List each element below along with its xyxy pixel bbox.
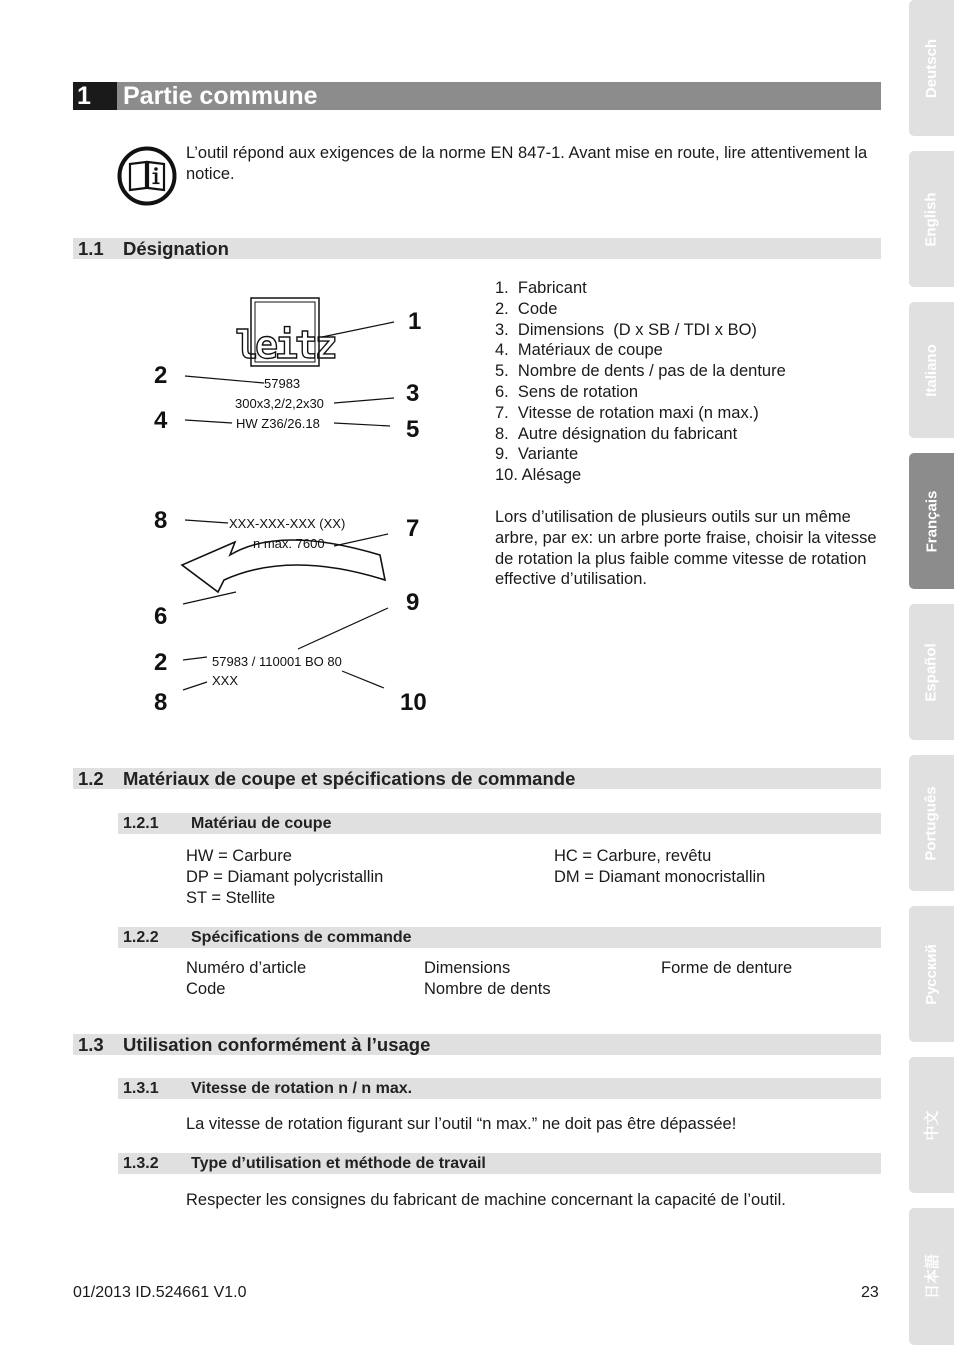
svg-text:HW Z36/26.18: HW Z36/26.18 xyxy=(236,416,320,431)
list-item: 6. Sens de rotation xyxy=(495,382,639,401)
order-spec-col-3 xyxy=(661,958,792,979)
list-item: 2. Code xyxy=(495,299,558,318)
svg-text:7: 7 xyxy=(406,515,420,542)
order-spec-col-2 xyxy=(424,958,551,1000)
read-manual-icon xyxy=(117,146,177,206)
svg-text:leitz: leitz xyxy=(235,323,335,367)
tab-label: Français xyxy=(923,490,941,552)
page-number: 23 xyxy=(861,1284,879,1301)
svg-text:57983: 57983 xyxy=(264,376,301,391)
list-item: 1. Fabricant xyxy=(495,279,587,297)
subsection-title: Matériaux de coupe et spécifications de commande xyxy=(123,768,576,789)
list-item: 3. Dimensions (D x SB / TDI x BO) xyxy=(495,320,757,339)
material-item: DM = Diamant monocristallin xyxy=(554,867,766,886)
leitz-logo xyxy=(235,298,336,367)
tab-label: Español xyxy=(923,642,941,702)
subsection-heading xyxy=(73,768,881,789)
subsection-number: 1.1 xyxy=(78,238,104,259)
order-spec-item: Dimensions xyxy=(424,959,511,977)
tab-label: Italiano xyxy=(923,343,941,397)
sub-subsection-title: Spécifications de commande xyxy=(191,929,412,946)
tab-japanese[interactable] xyxy=(909,1208,954,1345)
order-spec-col-1 xyxy=(186,958,306,1000)
tab-chinese[interactable] xyxy=(909,1057,954,1193)
svg-text:8: 8 xyxy=(154,507,168,534)
tab-russian[interactable] xyxy=(909,906,954,1042)
section-number: 1 xyxy=(73,82,117,110)
svg-text:5: 5 xyxy=(406,416,420,443)
sub-subsection-number: 1.2.1 xyxy=(123,815,159,832)
list-item: 7. Vitesse de rotation maxi (n max.) xyxy=(495,403,759,422)
sub-subsection-heading xyxy=(118,927,881,948)
tool-marking-figure xyxy=(140,280,440,720)
subsection-title: Désignation xyxy=(123,238,229,259)
order-spec-item: Numéro d’article xyxy=(186,959,307,977)
tab-portugues[interactable] xyxy=(909,755,954,891)
tab-espanol[interactable] xyxy=(909,604,954,740)
svg-text:57983 / 110001 BO 80: 57983 / 110001 BO 80 xyxy=(212,654,342,669)
tab-label: 日本語 xyxy=(924,1253,942,1300)
svg-text:n max. 7600: n max. 7600 xyxy=(253,536,325,551)
intro-text: L’outil répond aux exigences de la norme EN 847-1. Avant mise en route, lire attentivement la notice. xyxy=(186,144,868,183)
tab-deutsch[interactable] xyxy=(909,0,954,136)
material-item: HC = Carbure, revêtu xyxy=(554,847,712,865)
material-list-left xyxy=(186,846,383,908)
designation-list xyxy=(495,278,786,486)
material-item: DP = Diamant polycristallin xyxy=(186,867,384,886)
sub-subsection-title: Type d’utilisation et méthode de travail xyxy=(191,1155,486,1172)
subsection-number: 1.2 xyxy=(78,768,104,789)
list-item: 4. Matériaux de coupe xyxy=(495,341,663,360)
tab-label: English xyxy=(923,191,941,247)
sub-subsection-heading xyxy=(118,813,881,834)
list-item: 9. Variante xyxy=(495,445,579,464)
order-spec-item: Forme de denture xyxy=(661,959,793,977)
sub-subsection-number: 1.3.1 xyxy=(123,1080,159,1097)
material-list-right xyxy=(554,846,765,888)
svg-text:3: 3 xyxy=(406,380,420,407)
svg-text:8: 8 xyxy=(154,689,168,716)
svg-text:1: 1 xyxy=(408,308,422,335)
svg-text:2: 2 xyxy=(154,362,168,389)
svg-text:6: 6 xyxy=(154,603,168,630)
speed-text: La vitesse de rotation figurant sur l’outil “n max.” ne doit pas être dépassée! xyxy=(186,1115,737,1133)
sub-subsection-heading xyxy=(118,1153,881,1174)
subsection-heading xyxy=(73,1034,881,1055)
section-title: Partie commune xyxy=(123,82,318,110)
tab-label: Русский xyxy=(923,943,941,1005)
svg-text:10: 10 xyxy=(400,689,427,716)
material-item: HW = Carbure xyxy=(186,847,292,865)
sub-subsection-title: Vitesse de rotation n / n max. xyxy=(191,1080,413,1097)
sub-subsection-heading xyxy=(118,1078,881,1099)
section-1-heading xyxy=(73,82,881,110)
subsection-heading xyxy=(73,238,881,259)
list-item: 5. Nombre de dents / pas de la denture xyxy=(495,362,786,381)
designation-note: Lors d’utilisation de plusieurs outils sur un même arbre, par ex: un arbre porte fraise, choisir la vitesse de rotation la plus faible comme vitesse de rotation effective d’utilisation. xyxy=(495,508,877,589)
sub-subsection-title: Matériau de coupe xyxy=(191,815,332,832)
tab-francais[interactable] xyxy=(909,453,954,589)
svg-text:2: 2 xyxy=(154,649,168,676)
list-item: 8. Autre désignation du fabricant xyxy=(495,424,738,443)
svg-text:9: 9 xyxy=(406,589,420,616)
tab-label: Deutsch xyxy=(923,38,940,98)
subsection-title: Utilisation conformément à l’usage xyxy=(123,1034,431,1055)
tab-italiano[interactable] xyxy=(909,302,954,438)
list-item: 10. Alésage xyxy=(495,466,582,485)
tab-label: 中文 xyxy=(923,1109,941,1141)
subsection-number: 1.3 xyxy=(78,1034,104,1055)
svg-text:300x3,2/2,2x30: 300x3,2/2,2x30 xyxy=(235,396,324,411)
svg-text:XXX: XXX xyxy=(212,673,239,688)
material-item: ST = Stellite xyxy=(186,888,276,907)
sub-subsection-number: 1.2.2 xyxy=(123,929,159,946)
usage-text: Respecter les consignes du fabricant de machine concernant la capacité de l’outil. xyxy=(186,1191,786,1209)
sub-subsection-number: 1.3.2 xyxy=(123,1155,159,1172)
svg-text:4: 4 xyxy=(154,407,168,434)
order-spec-item: Code xyxy=(186,979,226,998)
order-spec-item: Nombre de dents xyxy=(424,979,551,998)
tab-label: Português xyxy=(923,785,940,861)
tab-english[interactable] xyxy=(909,151,954,287)
document-id: 01/2013 ID.524661 V1.0 xyxy=(73,1284,247,1301)
svg-text:XXX-XXX-XXX (XX): XXX-XXX-XXX (XX) xyxy=(229,516,346,531)
